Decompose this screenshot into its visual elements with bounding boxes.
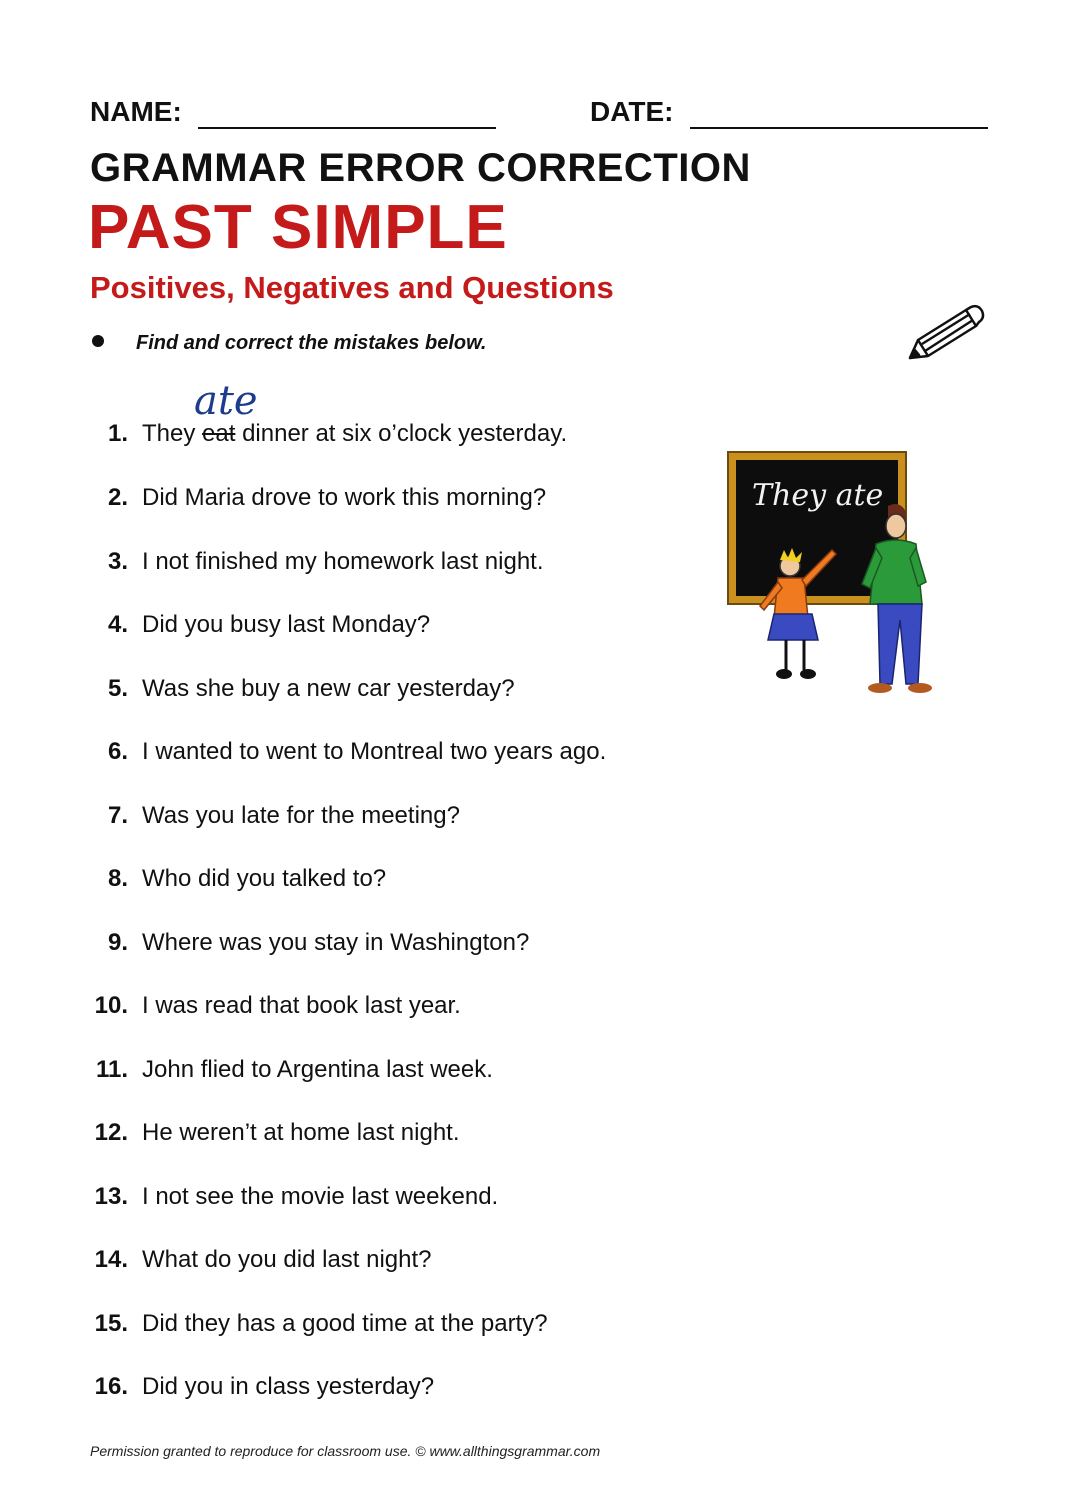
question-item: [90, 992, 461, 1020]
question-text: Did they has a good time at the party?: [142, 1310, 548, 1337]
question-number: 4.: [107, 611, 128, 638]
question-number: 6.: [107, 738, 128, 765]
question-item: [90, 1119, 460, 1147]
question-item: [90, 420, 567, 448]
question-text: I not finished my homework last night.: [142, 548, 544, 575]
question-number: 9.: [107, 929, 128, 956]
question-item: [90, 548, 544, 576]
question-text: He weren’t at home last night.: [142, 1119, 460, 1146]
question-item: [90, 1310, 548, 1338]
date-label: DATE:: [590, 96, 674, 127]
question-item: [90, 929, 529, 957]
footer-permission: Permission granted to reproduce for classroom use. © www.allthingsgrammar.com: [90, 1443, 601, 1459]
question-number: 3.: [107, 548, 128, 575]
question-text-after: dinner at six o’clock yesterday.: [235, 420, 568, 447]
question-number: 13.: [94, 1183, 128, 1210]
bullet-icon: [92, 335, 104, 347]
blackboard-text: They ate: [752, 478, 884, 513]
question-text: What do you did last night?: [142, 1246, 432, 1273]
worksheet-subtitle: Positives, Negatives and Questions: [90, 270, 614, 305]
date-blank-line[interactable]: [690, 127, 988, 129]
question-item: [90, 802, 460, 830]
question-item: [90, 1246, 432, 1274]
question-text: Did you in class yesterday?: [142, 1373, 435, 1400]
question-text: Where was you stay in Washington?: [142, 929, 530, 956]
question-text: Did Maria drove to work this morning?: [142, 484, 547, 511]
question-number: 2.: [107, 484, 128, 511]
question-number: 7.: [107, 802, 128, 829]
question-number: 14.: [94, 1246, 128, 1273]
handwritten-correction: ate: [194, 378, 258, 424]
question-text-before: They: [142, 420, 203, 447]
question-number: 15.: [94, 1310, 128, 1337]
name-blank-line[interactable]: [198, 127, 496, 129]
question-item: [90, 1056, 493, 1084]
name-label: NAME:: [90, 96, 182, 127]
question-number: 16.: [94, 1373, 128, 1400]
worksheet-heading: GRAMMAR ERROR CORRECTION: [90, 146, 751, 190]
question-text: Who did you talked to?: [142, 865, 387, 892]
question-text: Did you busy last Monday?: [142, 611, 431, 638]
question-item: [90, 675, 515, 703]
question-text: I not see the movie last weekend.: [142, 1183, 499, 1210]
question-text: Was you late for the meeting?: [142, 802, 460, 829]
question-text: John flied to Argentina last week.: [142, 1056, 493, 1083]
question-item: [90, 1373, 434, 1401]
question-item: [90, 1183, 498, 1211]
question-item: [90, 865, 386, 893]
question-text: Was she buy a new car yesterday?: [142, 675, 515, 702]
question-number: 12.: [94, 1119, 128, 1146]
question-item: [90, 484, 546, 512]
question-item: [90, 611, 430, 639]
question-number: 11.: [95, 1056, 128, 1083]
question-text: I was read that book last year.: [142, 992, 461, 1019]
question-number: 5.: [107, 675, 128, 702]
instruction-text: Find and correct the mistakes below.: [136, 332, 487, 354]
question-number: 8.: [107, 865, 128, 892]
question-text: I wanted to went to Montreal two years ago.: [142, 738, 607, 765]
question-number: 1.: [107, 420, 128, 447]
pencil-icon: [904, 300, 988, 366]
question-item: [90, 738, 606, 766]
question-number: 10.: [94, 992, 128, 1019]
struck-word: eat: [202, 420, 236, 447]
worksheet-title: PAST SIMPLE: [88, 193, 508, 262]
